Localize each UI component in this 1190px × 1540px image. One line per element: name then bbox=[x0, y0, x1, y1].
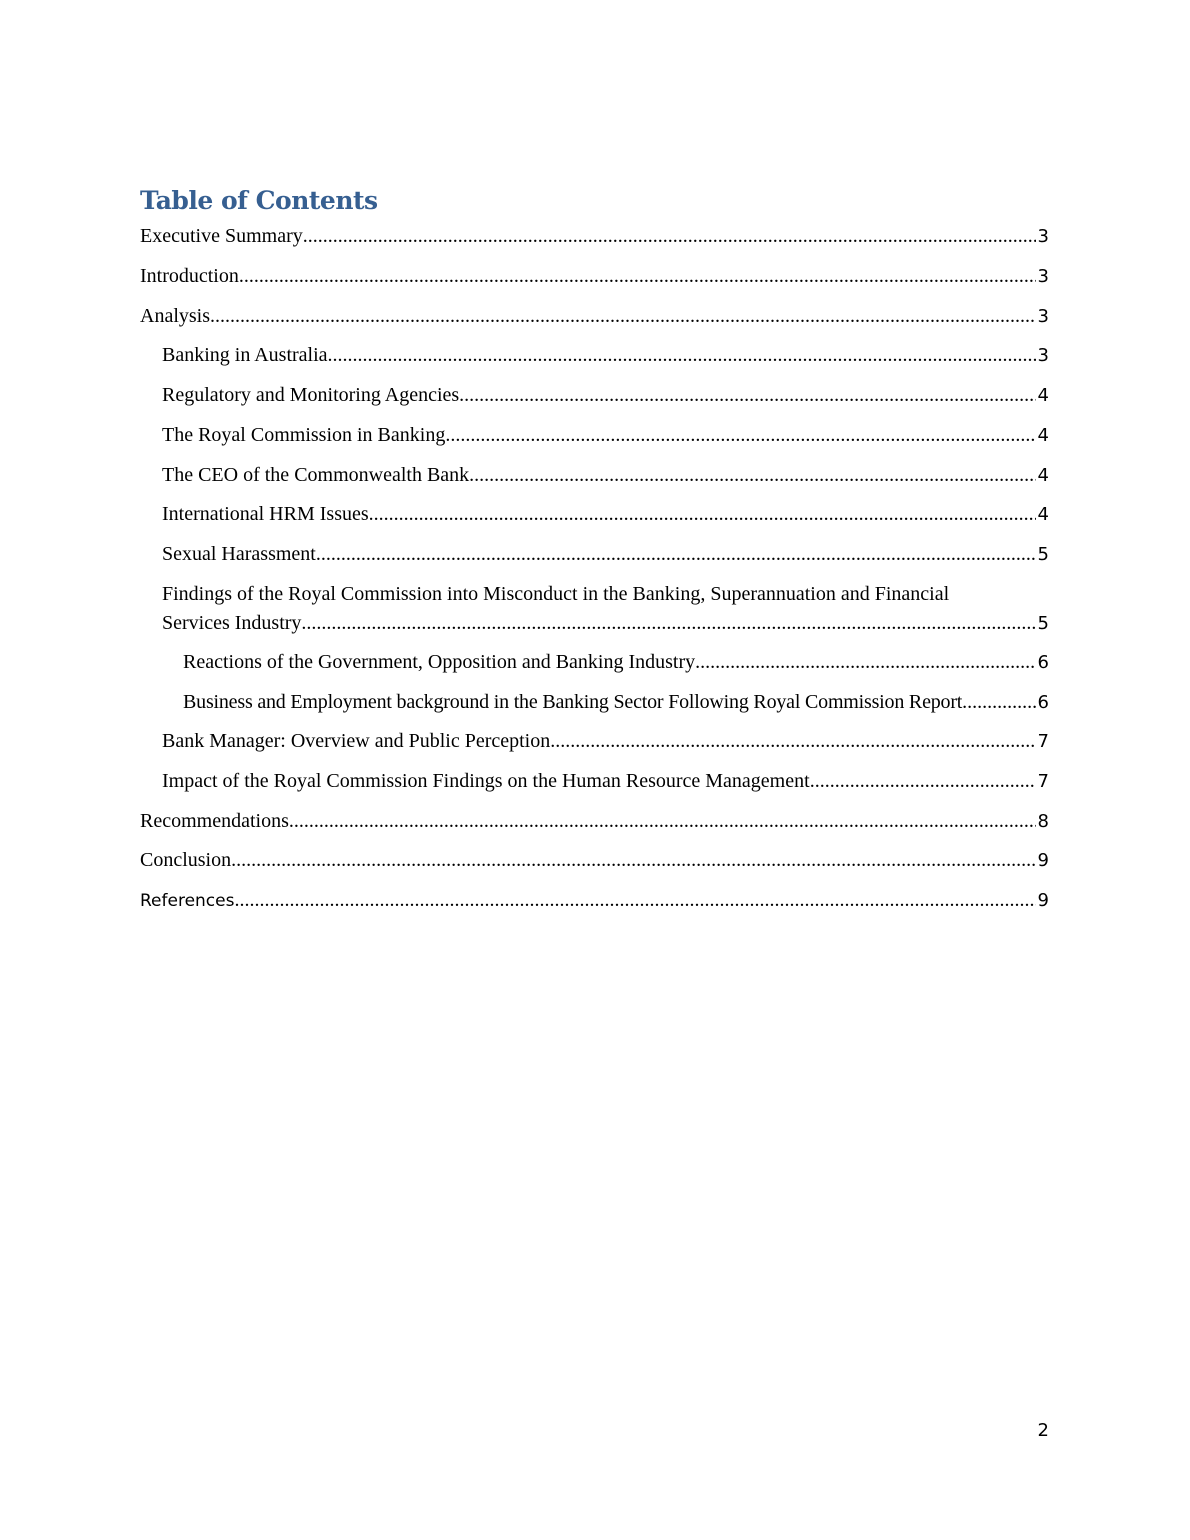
toc-entry-impact-hrm[interactable] bbox=[162, 767, 1049, 796]
toc-entry-label: Business and Employment background in the Banking Sector Following Royal Commission Report bbox=[183, 691, 963, 713]
toc-entry-introduction[interactable] bbox=[140, 262, 1049, 291]
toc-leader-dots bbox=[210, 302, 1036, 331]
toc-leader-dots bbox=[303, 222, 1036, 251]
toc-page-number: 7 bbox=[1037, 731, 1049, 752]
toc-leader-dots bbox=[445, 421, 1036, 450]
toc-leader-dots bbox=[328, 341, 1036, 370]
toc-page-number: 3 bbox=[1037, 266, 1049, 287]
toc-entry-regulatory-agencies[interactable] bbox=[162, 381, 1049, 410]
toc-entry-label: Executive Summary bbox=[140, 225, 303, 247]
toc-entry-bank-manager[interactable] bbox=[162, 727, 1049, 756]
toc-page-number: 3 bbox=[1037, 306, 1049, 327]
toc-page-number: 7 bbox=[1037, 771, 1049, 792]
toc-page-number: 4 bbox=[1037, 504, 1049, 525]
toc-page-number: 4 bbox=[1037, 385, 1049, 406]
toc-entry-label: Sexual Harassment bbox=[162, 543, 316, 565]
toc-entry-reactions-government[interactable] bbox=[183, 648, 1049, 677]
toc-entry-label-line2: Services Industry bbox=[162, 612, 302, 634]
toc-entry-recommendations[interactable] bbox=[140, 807, 1049, 836]
toc-entry-label: References bbox=[140, 891, 235, 911]
toc-entry-business-employment-background[interactable] bbox=[183, 688, 1049, 717]
toc-entry-label: Impact of the Royal Commission Findings on the Human Resource Management bbox=[162, 770, 810, 792]
toc-leader-dots bbox=[469, 461, 1036, 490]
toc-leader-dots bbox=[234, 886, 1036, 915]
toc-entry-ceo-commonwealth-bank[interactable] bbox=[162, 461, 1049, 490]
toc-page-number: 8 bbox=[1037, 811, 1049, 832]
toc-page-number: 5 bbox=[1037, 544, 1049, 565]
toc-entry-royal-commission[interactable] bbox=[162, 421, 1049, 450]
toc-entry-label: The CEO of the Commonwealth Bank bbox=[162, 464, 470, 486]
toc-entry-label: Regulatory and Monitoring Agencies bbox=[162, 384, 460, 406]
toc-title: Table of Contents bbox=[140, 186, 378, 215]
toc-leader-dots bbox=[301, 609, 1036, 638]
toc-leader-dots bbox=[810, 767, 1036, 796]
toc-page-number: 9 bbox=[1037, 890, 1049, 911]
toc-page-number: 6 bbox=[1037, 652, 1049, 673]
toc-page-number: 3 bbox=[1037, 226, 1049, 247]
toc-page-number: 4 bbox=[1037, 425, 1049, 446]
toc-entry-sexual-harassment[interactable] bbox=[162, 540, 1049, 569]
toc-entry-international-hrm[interactable] bbox=[162, 500, 1049, 529]
toc-page-number: 5 bbox=[1037, 613, 1049, 634]
toc-leader-dots bbox=[316, 540, 1036, 569]
toc-entry-conclusion[interactable] bbox=[140, 846, 1049, 875]
footer-page-number: 2 bbox=[1037, 1420, 1049, 1441]
toc-page-number: 6 bbox=[1037, 692, 1049, 713]
toc-page-number: 4 bbox=[1037, 465, 1049, 486]
toc-entry-label: Bank Manager: Overview and Public Perception bbox=[162, 730, 551, 752]
toc-leader-dots bbox=[289, 807, 1036, 836]
toc-leader-dots bbox=[231, 846, 1036, 875]
toc-entry-references[interactable] bbox=[140, 886, 1049, 916]
toc-entry-label: Banking in Australia bbox=[162, 344, 328, 366]
toc-leader-dots bbox=[962, 688, 1036, 717]
toc-leader-dots bbox=[695, 648, 1036, 677]
toc-entry-banking-in-australia[interactable] bbox=[162, 341, 1049, 370]
toc-entry-label-line1: Findings of the Royal Commission into Misconduct in the Banking, Superannuation and Financial bbox=[162, 583, 950, 605]
toc-entry-label: Conclusion bbox=[140, 849, 232, 871]
toc-page-number: 9 bbox=[1037, 850, 1049, 871]
toc-entry-label: The Royal Commission in Banking bbox=[162, 424, 446, 446]
toc-entry-label: Introduction bbox=[140, 265, 239, 287]
toc-entry-label: Recommendations bbox=[140, 810, 289, 832]
toc-page-number: 3 bbox=[1037, 345, 1049, 366]
toc-leader-dots bbox=[459, 381, 1036, 410]
toc-entry-analysis[interactable] bbox=[140, 302, 1049, 331]
toc-leader-dots bbox=[550, 727, 1036, 756]
toc-entry-label: Analysis bbox=[140, 305, 210, 327]
toc-entry-label: Reactions of the Government, Opposition and Banking Industry bbox=[183, 651, 696, 673]
toc-leader-dots bbox=[369, 500, 1036, 529]
toc-entry-label: International HRM Issues bbox=[162, 503, 369, 525]
toc-leader-dots bbox=[239, 262, 1036, 291]
toc-entry-executive-summary[interactable] bbox=[140, 222, 1049, 251]
toc-entry-findings-royal-commission[interactable] bbox=[162, 580, 1049, 638]
